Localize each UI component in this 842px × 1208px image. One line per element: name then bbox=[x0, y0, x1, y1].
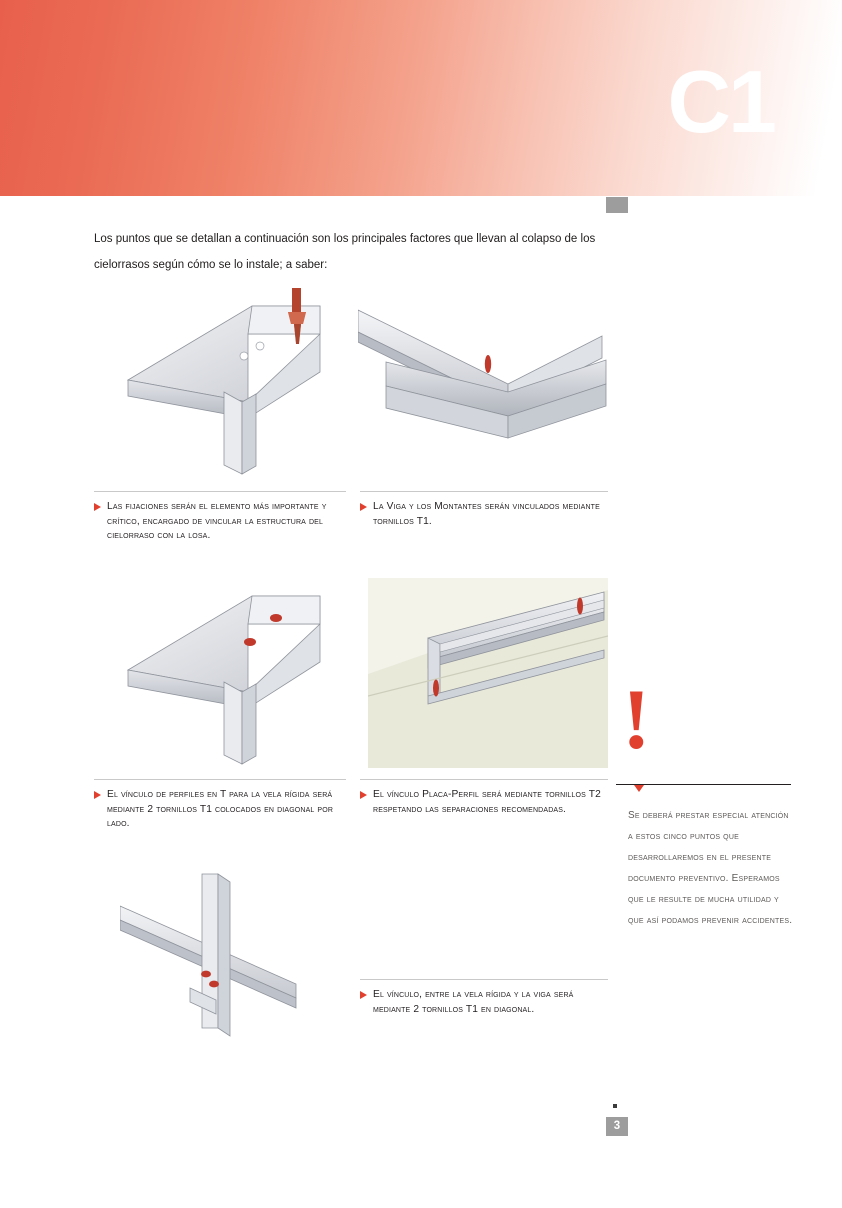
caption-text: El vínculo de perfiles en T para la vela rígida será mediante 2 tornillos T1 colocados en diagonal por lado. bbox=[107, 789, 334, 829]
caption-rule bbox=[94, 779, 346, 780]
caption-rule bbox=[360, 979, 608, 980]
figure-fijaciones bbox=[120, 272, 370, 482]
alert-exclamation-icon: ! bbox=[622, 671, 651, 767]
intro-paragraph: Los puntos que se detallan a continuación son los principales factores que llevan al colapso de los cielorrasos según cómo se lo instale; a saber: bbox=[94, 232, 596, 271]
page-number: 3 bbox=[606, 1117, 628, 1136]
caption-vela-viga bbox=[360, 988, 608, 1017]
caption-bullet-icon bbox=[360, 791, 367, 799]
figure-placa-perfil bbox=[368, 578, 608, 768]
caption-viga-montantes bbox=[360, 500, 608, 529]
caption-text: El vínculo, entre la vela rígida y la viga será mediante 2 tornillos T1 en diagonal. bbox=[373, 989, 574, 1015]
caption-fijaciones bbox=[94, 500, 346, 544]
caption-bullet-icon bbox=[360, 991, 367, 999]
caption-text: La Viga y los Montantes serán vinculados mediante tornillos T1. bbox=[373, 501, 600, 527]
caption-bullet-icon bbox=[360, 503, 367, 511]
caption-bullet-icon bbox=[94, 791, 101, 799]
caption-text: Las fijaciones serán el elemento más importante y crítico, encargado de vincular la estructura del cielorraso con la losa. bbox=[107, 501, 327, 541]
caption-perfiles-t bbox=[94, 788, 346, 832]
alert-bullet-icon bbox=[634, 785, 644, 792]
caption-rule bbox=[94, 491, 346, 492]
caption-rule bbox=[360, 779, 608, 780]
page-title: C1 bbox=[667, 52, 774, 151]
figure-vela-viga bbox=[120, 868, 320, 1048]
caption-bullet-icon bbox=[94, 503, 101, 511]
caption-text: El vínculo Placa-Perfil será mediante tornillos T2 respetando las separaciones recomendadas. bbox=[373, 789, 601, 815]
alert-text: Se deberá prestar especial atención a estos cinco puntos que desarrollaremos en el presente documento preventivo. Esperamos que le resulte de mucha utilidad y que así podamos prevenir accidentes. bbox=[628, 810, 793, 926]
caption-rule bbox=[360, 491, 608, 492]
figure-viga-montantes bbox=[358, 288, 608, 468]
caption-placa-perfil bbox=[360, 788, 608, 817]
figure-perfiles-t bbox=[120, 560, 370, 770]
header-marker-square bbox=[606, 197, 628, 213]
footer-dot bbox=[613, 1104, 617, 1108]
